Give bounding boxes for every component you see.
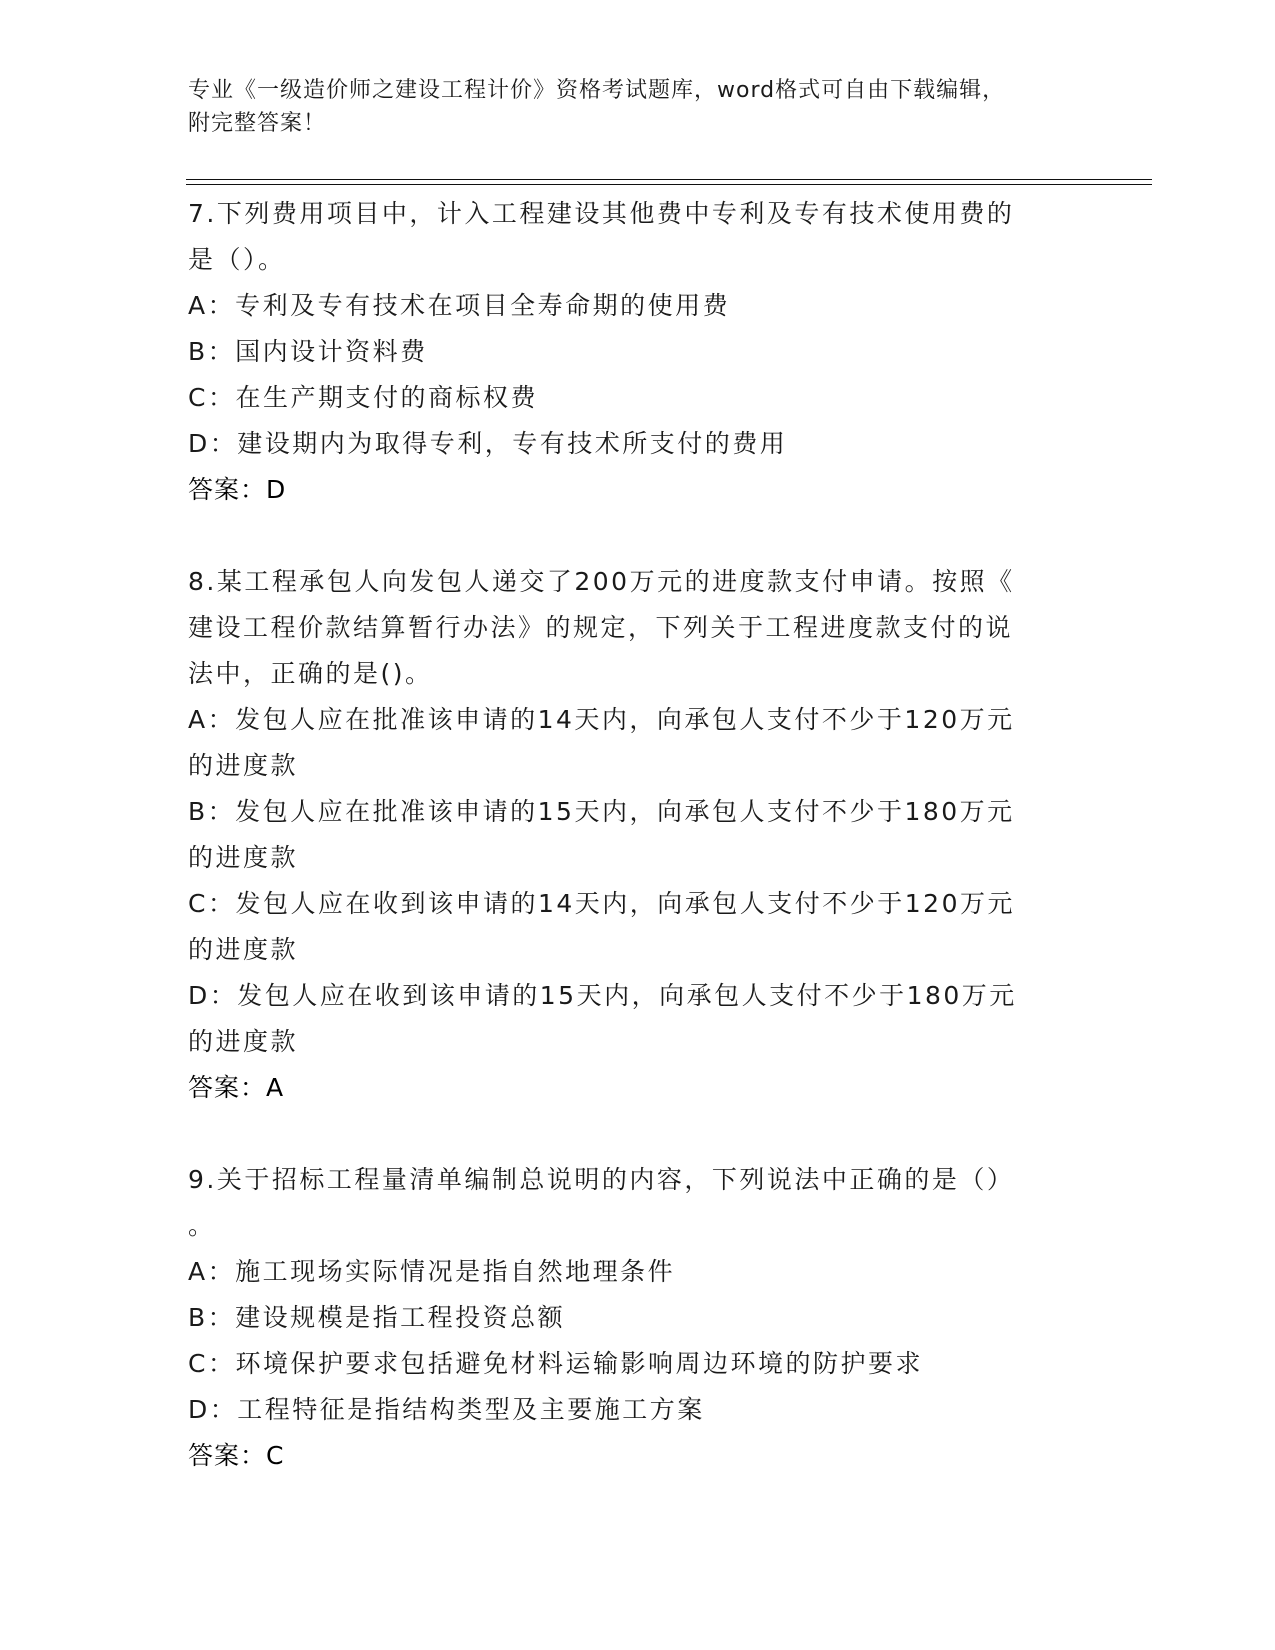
spacer	[188, 513, 1068, 559]
answer: 答案：D	[188, 475, 287, 504]
answer: 答案：C	[188, 1441, 285, 1470]
option-d: D：工程特征是指结构类型及主要施工方案	[188, 1395, 705, 1424]
option-c: 的进度款	[188, 935, 299, 964]
option-a: A：专利及专有技术在项目全寿命期的使用费	[188, 291, 731, 320]
option-b: B：国内设计资料费	[188, 337, 428, 366]
option-c: C：发包人应在收到该申请的14天内，向承包人支付不少于120万元	[188, 889, 1015, 918]
option-b: B：建设规模是指工程投资总额	[188, 1303, 566, 1332]
question-stem: 9.关于招标工程量清单编制总说明的内容，下列说法中正确的是（）	[188, 1165, 1015, 1194]
answer: 答案：A	[188, 1073, 285, 1102]
option-d: D：建设期内为取得专利，专有技术所支付的费用	[188, 429, 788, 458]
option-c: C：环境保护要求包括避免材料运输影响周边环境的防护要求	[188, 1349, 923, 1378]
question-8	[188, 559, 1068, 1111]
question-stem: 。	[188, 1211, 216, 1240]
question-stem: 是（）。	[188, 245, 286, 274]
option-d: 的进度款	[188, 1027, 299, 1056]
question-stem: 法中，正确的是()。	[188, 659, 433, 688]
option-a: 的进度款	[188, 751, 299, 780]
option-a: A：发包人应在批准该申请的14天内，向承包人支付不少于120万元	[188, 705, 1015, 734]
option-d: D：发包人应在收到该申请的15天内，向承包人支付不少于180万元	[188, 981, 1017, 1010]
question-9	[188, 1157, 1068, 1479]
header-line: 附完整答案！	[188, 111, 327, 136]
spacer	[188, 1111, 1068, 1157]
question-stem: 8.某工程承包人向发包人递交了200万元的进度款支付申请。按照《	[188, 567, 1015, 596]
header-divider	[186, 179, 1152, 180]
option-c: C：在生产期支付的商标权费	[188, 383, 538, 412]
option-a: A：施工现场实际情况是指自然地理条件	[188, 1257, 676, 1286]
question-stem: 7.下列费用项目中，计入工程建设其他费中专利及专有技术使用费的	[188, 199, 1015, 228]
option-b: 的进度款	[188, 843, 299, 872]
question-stem: 建设工程价款结算暂行办法》的规定，下列关于工程进度款支付的说	[188, 613, 1014, 642]
document-header	[188, 74, 1068, 140]
question-7	[188, 191, 1068, 513]
header-divider	[186, 184, 1152, 185]
question-list	[188, 191, 1068, 1479]
header-line: 专业《一级造价师之建设工程计价》资格考试题库，word格式可自由下载编辑，	[188, 78, 1006, 103]
option-b: B：发包人应在批准该申请的15天内，向承包人支付不少于180万元	[188, 797, 1015, 826]
